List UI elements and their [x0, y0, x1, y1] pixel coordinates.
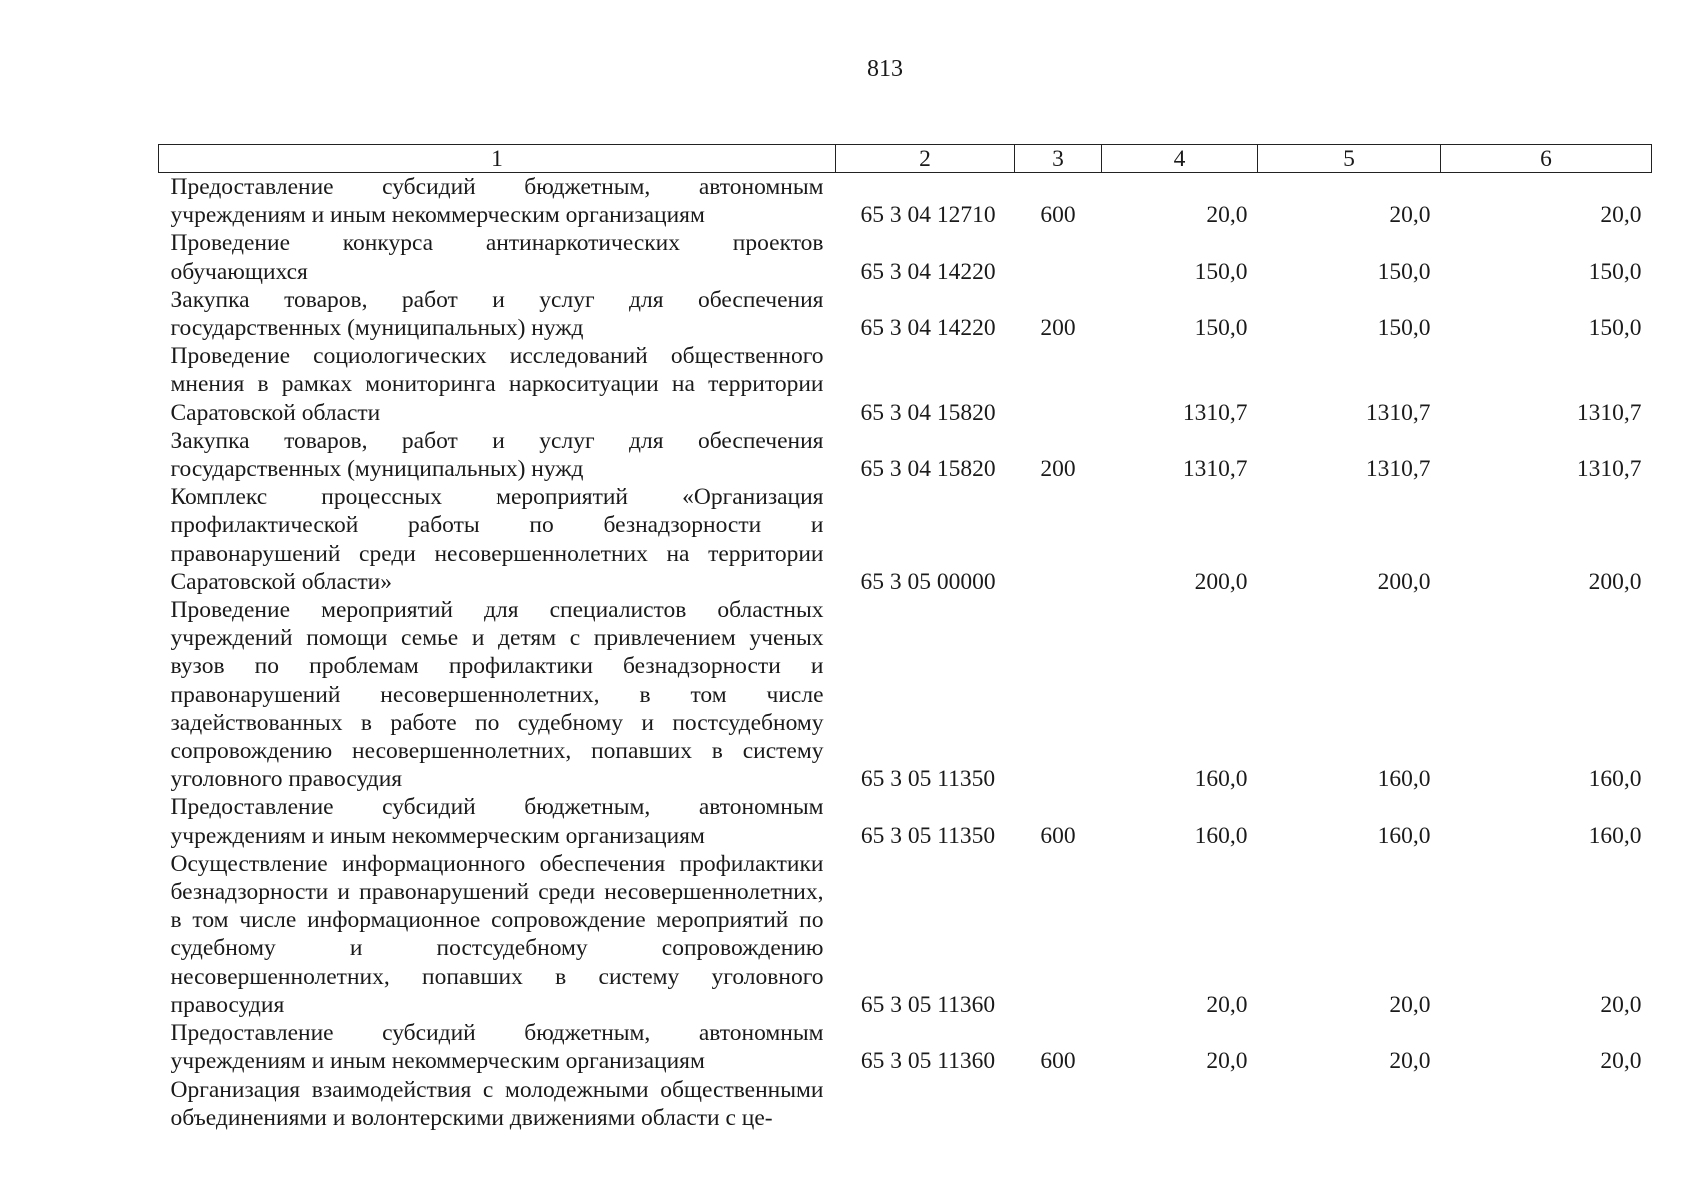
header-cell-1: 1: [159, 145, 836, 173]
row-expense-type: 600: [1040, 822, 1076, 849]
row-value-3: 20,0: [1600, 991, 1642, 1018]
row-value-2: 1310,7: [1365, 456, 1431, 483]
row-code: 65 3 04 14220: [860, 258, 996, 285]
row-expense-type: 200: [1040, 456, 1076, 483]
row-value-2: 20,0: [1389, 1048, 1431, 1075]
row-value-1: 150,0: [1194, 258, 1248, 285]
row-value-1: 20,0: [1206, 991, 1248, 1018]
row-expense-type: [1015, 483, 1102, 596]
row-code: 65 3 05 11350: [860, 822, 996, 849]
row-value-3: 150,0: [1588, 258, 1642, 285]
row-code: 65 3 05 11350: [860, 766, 996, 793]
row-value-1: 1310,7: [1182, 399, 1248, 426]
row-name: Осуществление информационного обеспечения профилактики безнадзорности и правонарушений среди несовершеннолетних, в том числе информационное сопровождение мероприятий по судебному и постсудебному сопровождению несовершеннолетних, попавших в систему уголовного правосудия: [170, 850, 824, 1018]
row-value-3: 20,0: [1600, 1048, 1642, 1075]
table-row: [159, 1076, 1652, 1132]
row-expense-type: 200: [1040, 315, 1076, 342]
header-cell-6: 6: [1441, 145, 1652, 173]
row-expense-type: [1015, 596, 1102, 793]
row-expense-type: [1015, 342, 1102, 427]
row-expense-type: 600: [1040, 1048, 1076, 1075]
table-row: [159, 229, 1652, 285]
row-value-1: 20,0: [1206, 1048, 1248, 1075]
row-value-3: 160,0: [1588, 822, 1642, 849]
table-header: [159, 145, 1652, 173]
row-value-3: 20,0: [1600, 202, 1642, 229]
row-expense-type: 600: [1040, 202, 1076, 229]
row-value-1: 20,0: [1206, 202, 1248, 229]
row-value-1: 150,0: [1194, 315, 1248, 342]
row-name: Организация взаимодействия с молодежными общественными объединениями и волонтерскими движениями области с це-: [170, 1076, 824, 1131]
budget-table: [158, 144, 1652, 1132]
row-value-2: 1310,7: [1365, 399, 1431, 426]
row-value-3: 160,0: [1588, 766, 1642, 793]
row-value-1: [1102, 1076, 1258, 1132]
row-name: Комплекс процессных мероприятий «Организация профилактической работы по безнадзорности и правонарушений среди несовершеннолетних на территории Саратовской области»: [170, 484, 824, 595]
row-value-3: 150,0: [1588, 315, 1642, 342]
row-code: 65 3 05 00000: [860, 568, 996, 595]
row-code: 65 3 04 15820: [860, 456, 996, 483]
row-value-1: 200,0: [1194, 568, 1248, 595]
table-row: [159, 286, 1652, 342]
row-value-2: 20,0: [1389, 202, 1431, 229]
page-number: 813: [867, 56, 903, 82]
table-body: [159, 173, 1652, 1132]
row-code: 65 3 04 14220: [860, 315, 996, 342]
row-expense-type: [1015, 850, 1102, 1019]
row-name: Закупка товаров, работ и услуг для обеспечения государственных (муниципальных) нужд: [170, 427, 824, 483]
row-value-1: 160,0: [1194, 822, 1248, 849]
row-code: 65 3 05 11360: [860, 991, 996, 1018]
row-value-2: 160,0: [1377, 766, 1431, 793]
row-expense-type: [1015, 1076, 1102, 1132]
row-name: Закупка товаров, работ и услуг для обеспечения государственных (муниципальных) нужд: [170, 286, 824, 342]
row-value-3: 1310,7: [1576, 399, 1642, 426]
header-cell-2: 2: [836, 145, 1015, 173]
table-row: [159, 342, 1652, 427]
row-name: Предоставление субсидий бюджетным, автономным учреждениям и иным некоммерческим организациям: [170, 1020, 824, 1075]
row-value-2: 20,0: [1389, 991, 1431, 1018]
row-code: [836, 1076, 1015, 1132]
row-value-2: 150,0: [1377, 315, 1431, 342]
row-name: Предоставление субсидий бюджетным, автономным учреждениям и иным некоммерческим организациям: [170, 794, 824, 849]
header-cell-5: 5: [1258, 145, 1441, 173]
table-row: [159, 427, 1652, 483]
header-cell-4: 4: [1102, 145, 1258, 173]
row-value-2: [1258, 1076, 1441, 1132]
row-value-1: 160,0: [1194, 766, 1248, 793]
table-row: [159, 173, 1652, 230]
table-row: [159, 850, 1652, 1019]
row-value-2: 160,0: [1377, 822, 1431, 849]
row-name: Проведение мероприятий для специалистов областных учреждений помощи семье и детям с привлечением ученых вузов по проблемам профилактики безнадзорности и правонарушений несовершеннолетних, в том числе задействованных в работе по судебному и постсудебному сопровождению несовершеннолетних, попавших в систему уголовного правосудия: [170, 597, 824, 793]
row-value-3: [1441, 1076, 1652, 1132]
row-code: 65 3 04 12710: [860, 202, 996, 229]
row-code: 65 3 04 15820: [860, 399, 996, 426]
row-name: Предоставление субсидий бюджетным, автономным учреждениям и иным некоммерческим организациям: [170, 174, 824, 229]
row-expense-type: [1015, 229, 1102, 285]
table-row: [159, 483, 1652, 596]
row-value-3: 1310,7: [1576, 456, 1642, 483]
row-code: 65 3 05 11360: [860, 1048, 996, 1075]
header-row: [159, 145, 1652, 173]
row-name: Проведение конкурса антинаркотических проектов обучающихся: [170, 230, 824, 285]
header-cell-3: 3: [1015, 145, 1102, 173]
row-value-2: 150,0: [1377, 258, 1431, 285]
row-name: Проведение социологических исследований общественного мнения в рамках мониторинга наркоситуации на территории Саратовской области: [170, 343, 824, 426]
table-row: [159, 596, 1652, 793]
row-value-3: 200,0: [1588, 568, 1642, 595]
row-value-1: 1310,7: [1182, 456, 1248, 483]
row-value-2: 200,0: [1377, 568, 1431, 595]
table-row: [159, 793, 1652, 849]
table-row: [159, 1019, 1652, 1075]
